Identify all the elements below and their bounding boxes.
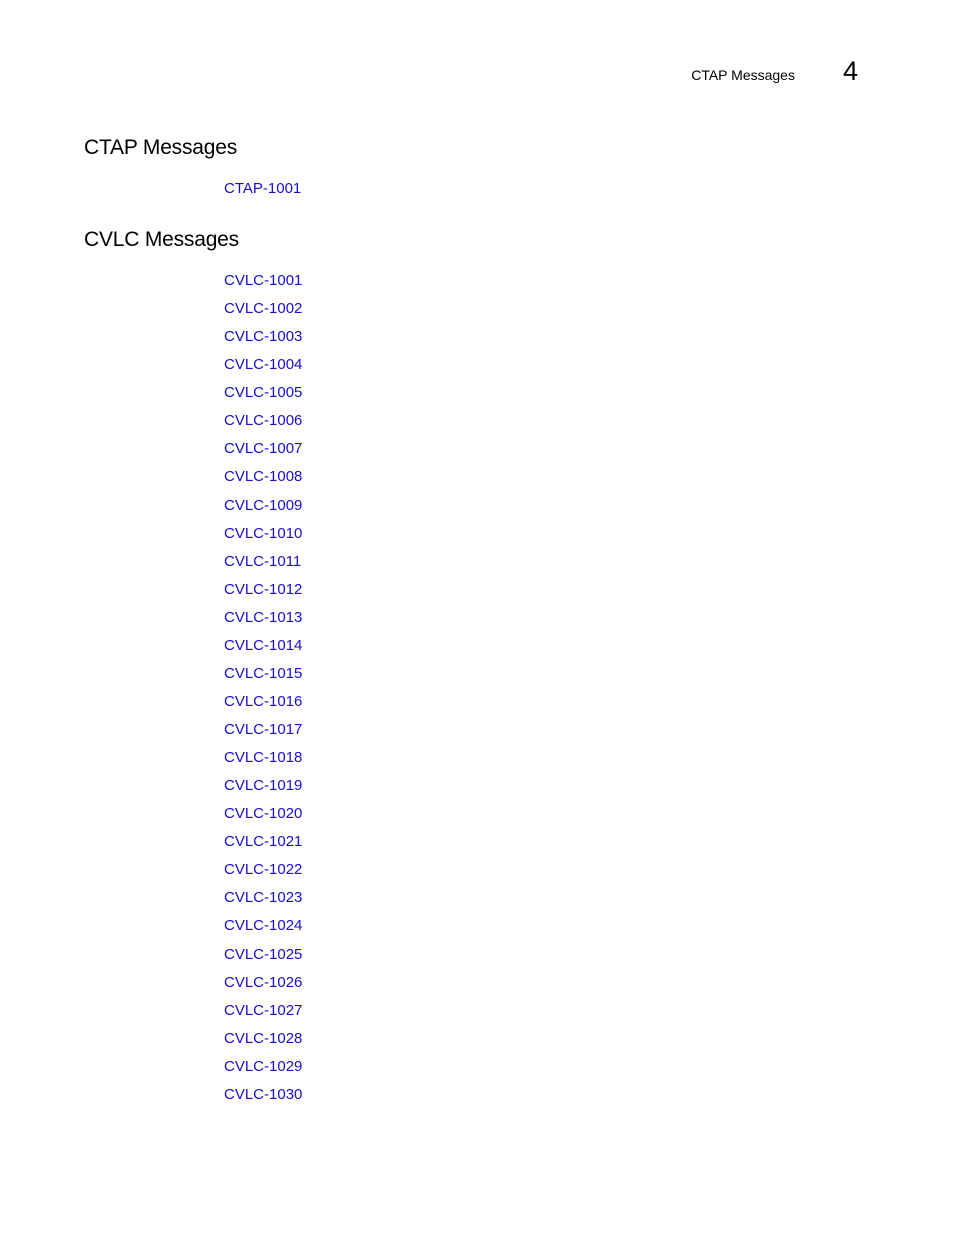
message-link[interactable]: CVLC-1029 — [224, 1057, 303, 1075]
message-link[interactable]: CTAP-1001 — [224, 180, 302, 197]
message-link[interactable]: CVLC-1012 — [224, 580, 303, 598]
message-link[interactable]: CVLC-1003 — [224, 328, 303, 346]
message-link[interactable]: CVLC-1011 — [224, 552, 302, 570]
list-item — [224, 806, 302, 834]
list-item — [224, 526, 302, 554]
message-link[interactable]: CVLC-1013 — [224, 608, 303, 626]
message-link[interactable]: CVLC-1019 — [224, 777, 303, 795]
message-link[interactable]: CVLC-1001 — [224, 272, 303, 289]
list-item — [224, 357, 302, 385]
list-item — [224, 385, 302, 413]
running-title: CTAP Messages — [691, 67, 795, 83]
message-link[interactable]: CVLC-1020 — [224, 805, 303, 823]
section-heading-cvlc: CVLC Messages — [84, 228, 239, 251]
list-item — [224, 1003, 302, 1031]
list-item — [224, 469, 302, 497]
list-item — [224, 582, 302, 610]
message-link[interactable]: CVLC-1007 — [224, 440, 303, 458]
list-item — [224, 694, 302, 722]
message-link[interactable]: CVLC-1025 — [224, 945, 303, 963]
chapter-number: 4 — [842, 56, 858, 86]
message-link[interactable]: CVLC-1021 — [224, 833, 303, 851]
list-item — [224, 778, 302, 806]
message-link[interactable]: CVLC-1010 — [224, 524, 303, 542]
message-link[interactable]: CVLC-1027 — [224, 1001, 303, 1019]
message-link[interactable]: CVLC-1023 — [224, 889, 303, 907]
list-item — [224, 750, 302, 778]
message-link[interactable]: CVLC-1030 — [224, 1085, 303, 1103]
message-link[interactable]: CVLC-1004 — [224, 356, 303, 374]
message-link[interactable]: CVLC-1016 — [224, 692, 303, 710]
list-item — [224, 329, 302, 357]
ctap-link-list — [224, 181, 301, 209]
list-item — [224, 413, 302, 441]
list-item — [224, 975, 302, 1003]
section-heading-ctap: CTAP Messages — [84, 136, 238, 159]
list-item — [224, 722, 302, 750]
list-item — [224, 1059, 302, 1087]
message-link[interactable]: CVLC-1014 — [224, 636, 303, 654]
list-item — [224, 181, 301, 209]
message-link[interactable]: CVLC-1022 — [224, 861, 303, 879]
message-link[interactable]: CVLC-1017 — [224, 721, 303, 738]
list-item — [224, 441, 302, 469]
message-link[interactable]: CVLC-1018 — [224, 749, 303, 767]
list-item — [224, 890, 302, 918]
list-item — [224, 610, 302, 638]
message-link[interactable]: CVLC-1026 — [224, 973, 303, 991]
list-item — [224, 1087, 302, 1115]
list-item — [224, 554, 302, 582]
message-link[interactable]: CVLC-1009 — [224, 496, 303, 514]
list-item — [224, 834, 302, 862]
message-link[interactable]: CVLC-1028 — [224, 1029, 303, 1047]
message-link[interactable]: CVLC-1002 — [224, 300, 303, 318]
list-item — [224, 666, 302, 694]
list-item — [224, 498, 302, 526]
list-item — [224, 947, 302, 975]
list-item — [224, 1031, 302, 1059]
list-item — [224, 638, 302, 666]
list-item — [224, 918, 302, 946]
message-link[interactable]: CVLC-1005 — [224, 384, 303, 402]
message-link[interactable]: CVLC-1015 — [224, 664, 303, 682]
list-item — [224, 862, 302, 890]
message-link[interactable]: CVLC-1006 — [224, 412, 303, 430]
list-item — [224, 301, 302, 329]
cvlc-link-list — [224, 273, 302, 1115]
list-item — [224, 273, 302, 301]
message-link[interactable]: CVLC-1024 — [224, 917, 303, 935]
running-header — [691, 58, 858, 85]
message-link[interactable]: CVLC-1008 — [224, 468, 303, 486]
